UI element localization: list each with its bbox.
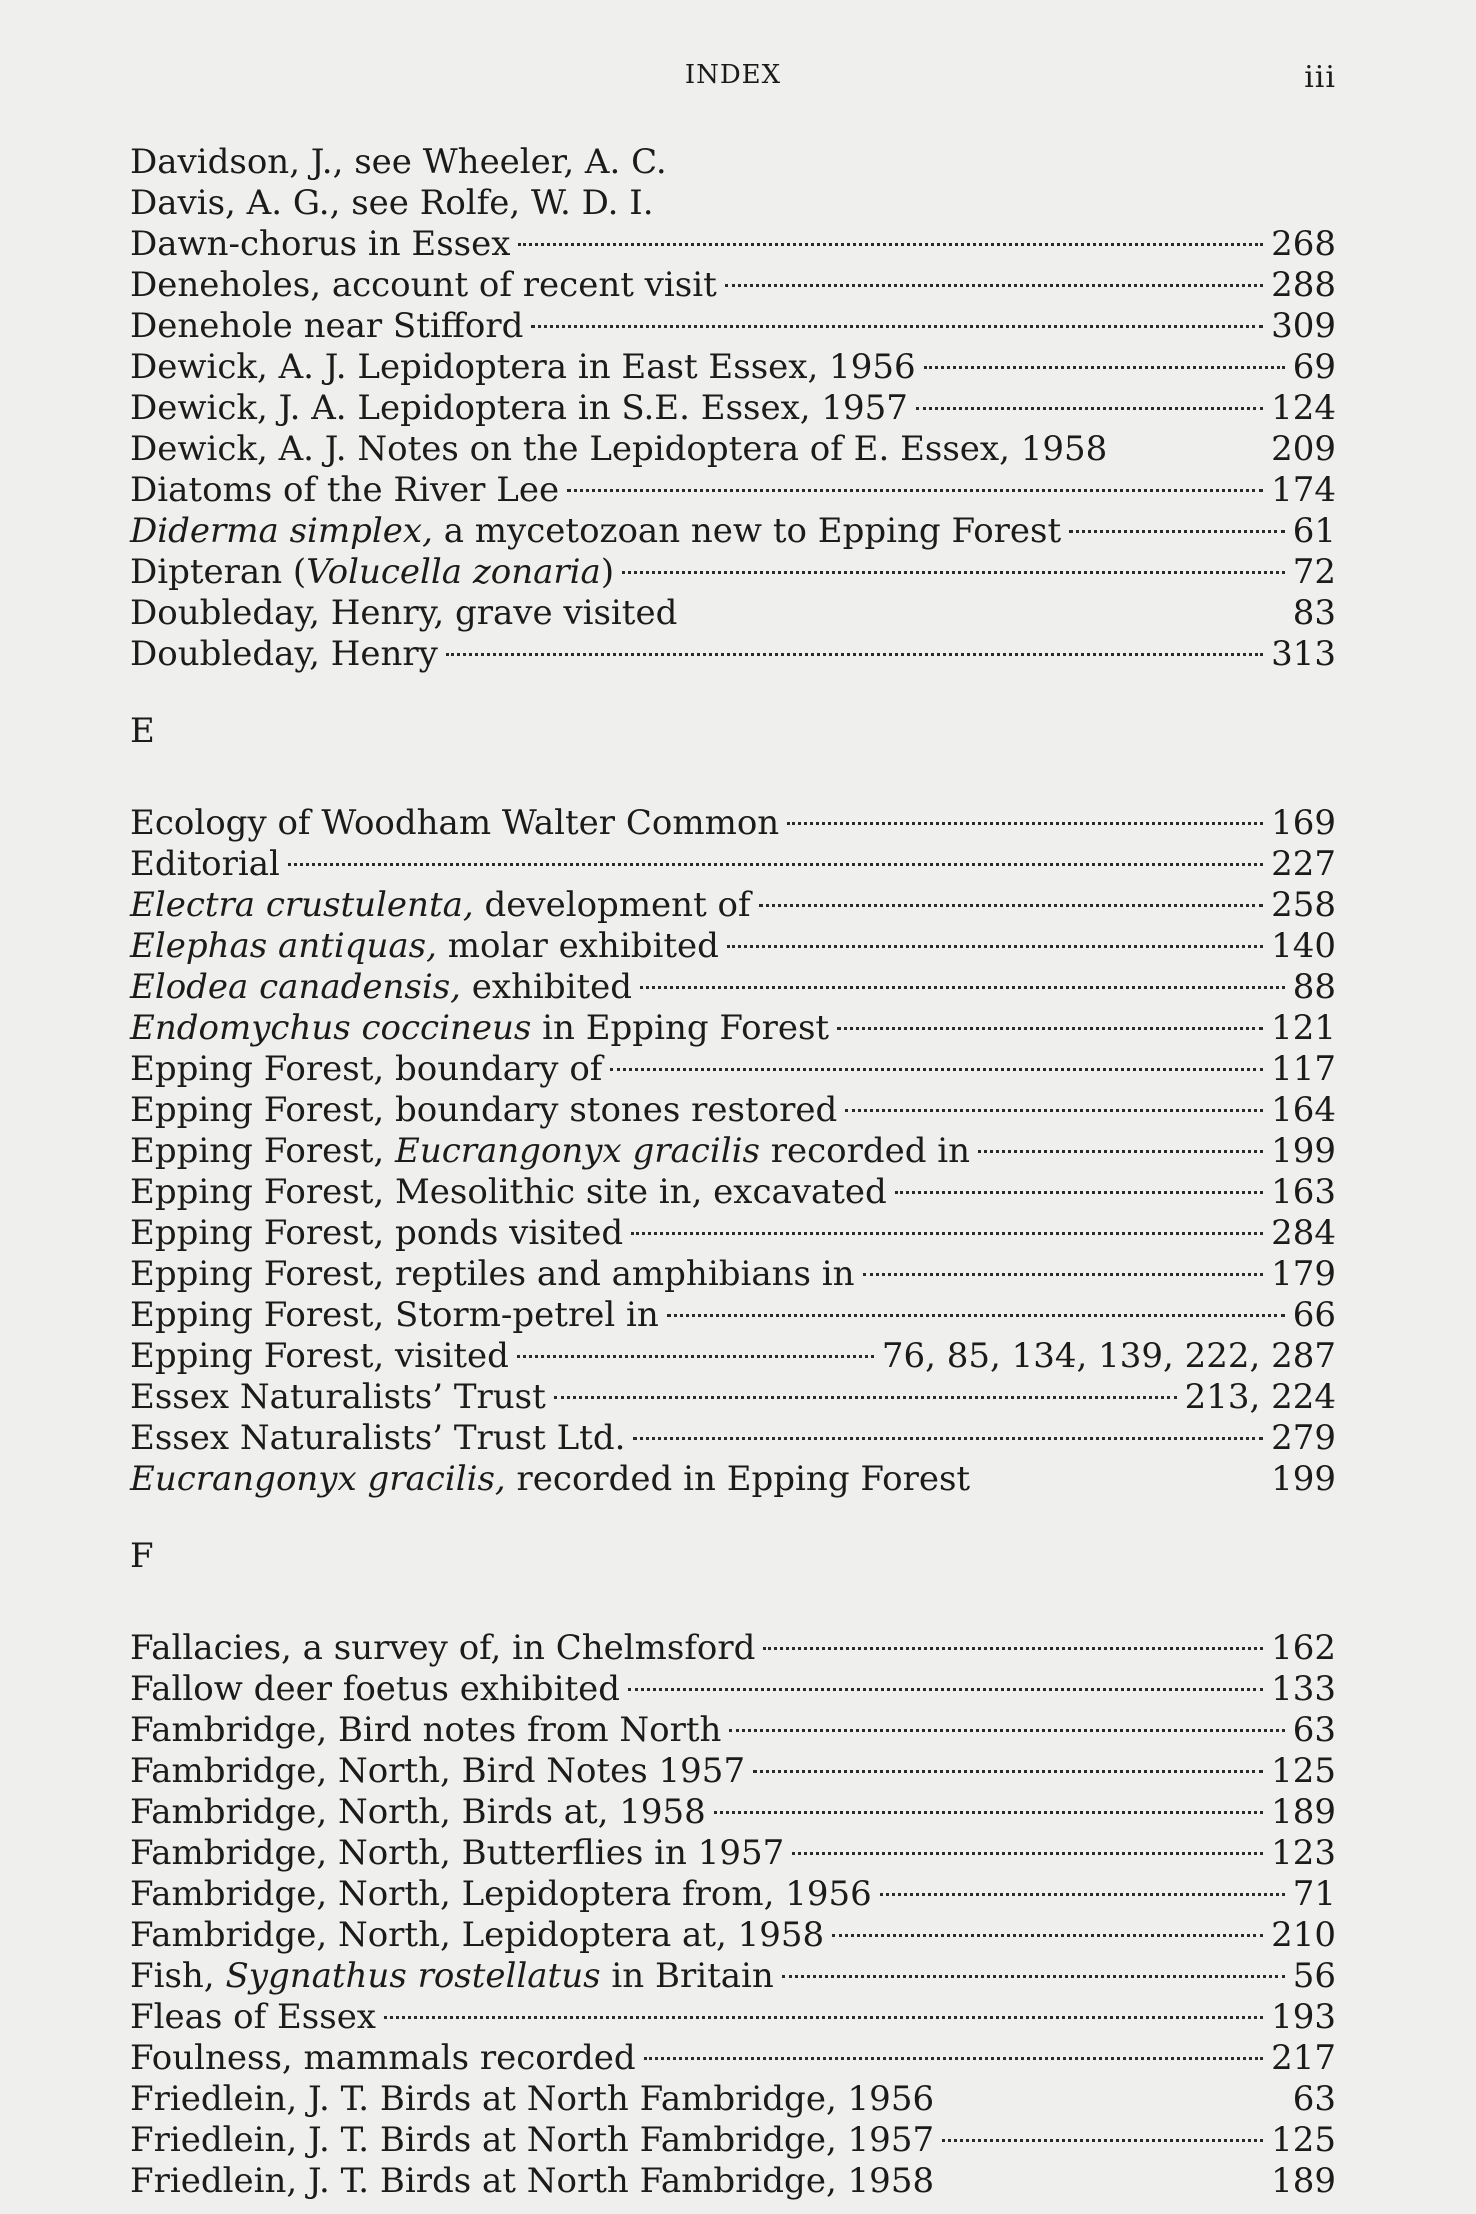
page-reference: 199 [1271, 1131, 1336, 1171]
entry-text-part: Epping Forest, Mesolithic site in, excavated [130, 1172, 887, 1212]
dot-leader [978, 1121, 1263, 1162]
page-reference: 162 [1271, 1628, 1336, 1668]
dot-leader [567, 460, 1263, 501]
entry-text-part: development of [473, 885, 751, 925]
entry-text-part: Dawn-chorus in Essex [130, 224, 511, 264]
dot-leader [631, 1203, 1263, 1244]
page-reference: 164 [1271, 1090, 1336, 1130]
dot-leader [942, 2110, 1263, 2151]
entry-text [130, 1418, 625, 1459]
entry-text-part: Friedlein, J. T. Birds at North Fambridge, 1958 [130, 2161, 935, 2201]
entry-text [130, 1049, 602, 1090]
entry-text-part: Epping Forest, ponds visited [130, 1213, 624, 1253]
entry-text-part: Epping Forest, boundary of [130, 1049, 603, 1089]
page-reference: 83 [1292, 593, 1336, 633]
index-list [130, 132, 1336, 2201]
dot-leader [640, 957, 1285, 998]
entry-text [130, 926, 719, 967]
entry-text-part: ) [600, 552, 615, 592]
dot-leader [633, 1408, 1263, 1449]
dot-leader [727, 916, 1263, 957]
entry-text [130, 2161, 934, 2202]
dot-leader [845, 1080, 1263, 1121]
dot-leader [685, 583, 1284, 624]
page-reference: 199 [1271, 1459, 1336, 1499]
dot-leader [792, 1823, 1263, 1864]
entry-text-part: Doubleday, Henry [130, 634, 438, 674]
page-reference: 193 [1271, 1997, 1336, 2037]
entry-text-part: Fambridge, North, Butterflies in 1957 [130, 1833, 785, 1873]
page-reference: 213, 224 [1184, 1377, 1336, 1417]
dot-leader [863, 1244, 1264, 1285]
header-page-number: iii [1304, 60, 1336, 95]
page-reference: 121 [1271, 1008, 1336, 1048]
entry-text-part: in Epping Forest [531, 1008, 830, 1048]
entry-text [130, 1090, 837, 1131]
entry-text-part: Diatoms of the River Lee [130, 470, 560, 510]
index-entry [130, 1618, 1336, 1668]
dot-leader [837, 998, 1263, 1039]
entry-text [130, 1915, 824, 1956]
dot-leader [978, 1449, 1263, 1490]
entry-text [130, 967, 632, 1008]
page-reference: 217 [1271, 2038, 1336, 2078]
page-reference: 125 [1271, 1751, 1336, 1791]
page-reference: 179 [1271, 1254, 1336, 1294]
dot-leader [517, 1326, 874, 1367]
entry-text [130, 224, 510, 265]
dot-leader [880, 1864, 1285, 1905]
page-reference: 76, 85, 134, 139, 222, 287 [881, 1336, 1336, 1376]
entry-text [130, 1751, 745, 1792]
header-title: INDEX [684, 60, 782, 90]
dot-leader [288, 834, 1263, 875]
dot-leader [554, 1367, 1177, 1408]
dot-leader [787, 793, 1263, 834]
entry-text-part: Essex Naturalists’ Trust [130, 1377, 546, 1417]
entry-text-part: Friedlein, J. T. Birds at North Fambridge, 1957 [130, 2120, 935, 2160]
page-reference: 56 [1292, 1956, 1336, 1996]
entry-text [130, 142, 667, 183]
page-reference: 71 [1292, 1874, 1336, 1914]
index-entry [130, 793, 1336, 843]
entry-text-part: Fish, [130, 1956, 226, 1996]
dot-leader [1069, 501, 1285, 542]
page-reference: 63 [1292, 2079, 1336, 2119]
entry-text-part: Fallow deer foetus exhibited [130, 1669, 620, 1709]
entry-text-italic: Electra crustulenta, [130, 885, 474, 925]
page-reference: 309 [1271, 306, 1336, 346]
page-reference: 66 [1292, 1295, 1336, 1335]
page-reference: 72 [1292, 552, 1336, 592]
entry-text-part: Editorial [130, 844, 280, 884]
entry-text-part: Davis, A. G., see Rolfe, W. D. I. [130, 183, 654, 223]
page-reference: 268 [1271, 224, 1336, 264]
entry-text-part: Fambridge, North, Birds at, 1958 [130, 1792, 706, 1832]
page-reference: 227 [1271, 844, 1336, 884]
entry-text-part: Davidson, J., see Wheeler, A. C. [130, 142, 667, 182]
entry-text [130, 1669, 620, 1710]
entry-text [130, 1131, 970, 1172]
entry-text [130, 1710, 721, 1751]
dot-leader [446, 624, 1263, 665]
entry-text [130, 2120, 934, 2161]
page-reference: 124 [1271, 388, 1336, 428]
entry-text-part: Dewick, A. J. Lepidoptera in East Essex, 1956 [130, 347, 916, 387]
page-reference: 174 [1271, 470, 1336, 510]
entry-text-part: Epping Forest, boundary stones restored [130, 1090, 838, 1130]
page-reference: 313 [1271, 634, 1336, 674]
index-entry [130, 834, 1336, 884]
entry-text-part: Essex Naturalists’ Trust Ltd. [130, 1418, 626, 1458]
entry-text [130, 1336, 509, 1377]
entry-text [130, 388, 908, 429]
dot-leader [753, 1741, 1263, 1782]
entry-text-part: Fambridge, North, Lepidoptera at, 1958 [130, 1915, 825, 1955]
entry-text [130, 885, 751, 926]
page-reference: 140 [1271, 926, 1336, 966]
dot-leader [518, 214, 1263, 255]
entry-text-part: molar exhibited [436, 926, 719, 966]
page-reference: 284 [1271, 1213, 1336, 1253]
dot-leader [916, 378, 1263, 419]
dot-leader [622, 542, 1285, 583]
dot-leader [924, 337, 1285, 378]
section-letter: E [130, 711, 155, 751]
dot-leader [832, 1905, 1263, 1946]
entry-text-part: Dewick, A. J. Notes on the Lepidoptera of E. Essex, 1958 [130, 429, 1108, 469]
entry-text [130, 1833, 784, 1874]
page-reference: 209 [1271, 429, 1336, 469]
dot-leader [675, 132, 1328, 173]
page-reference: 189 [1271, 2161, 1336, 2201]
entry-text-italic: Elodea canadensis, [130, 967, 461, 1007]
dot-leader [725, 255, 1263, 296]
entry-text-part: Fambridge, North, Lepidoptera from, 1956 [130, 1874, 872, 1914]
entry-text [130, 1792, 706, 1833]
entry-text [130, 634, 438, 675]
entry-text-part: Fambridge, North, Bird Notes 1957 [130, 1751, 746, 1791]
dot-leader [667, 1285, 1285, 1326]
page-reference: 69 [1292, 347, 1336, 387]
entry-text [130, 306, 523, 347]
entry-text-italic: Eucrangonyx gracilis [395, 1131, 760, 1171]
entry-text-part: recorded in Epping Forest [505, 1459, 971, 1499]
entry-text-part: exhibited [460, 967, 633, 1007]
entry-text [130, 1377, 546, 1418]
entry-text [130, 1213, 623, 1254]
page-reference: 133 [1271, 1669, 1336, 1709]
entry-text-italic: Sygnathus rostellatus [225, 1956, 601, 1996]
entry-text-italic: Endomychus coccineus [130, 1008, 532, 1048]
entry-text-part: a mycetozoan new to Epping Forest [432, 511, 1062, 551]
page-reference: 258 [1271, 885, 1336, 925]
page-reference: 169 [1271, 803, 1336, 843]
dot-leader [895, 1162, 1263, 1203]
entry-text-part: Denehole near Stifford [130, 306, 524, 346]
entry-text [130, 347, 916, 388]
page-reference: 117 [1271, 1049, 1336, 1089]
dot-leader [714, 1782, 1263, 1823]
running-header [130, 60, 1336, 100]
entry-text-part: in Britain [600, 1956, 774, 1996]
entry-text-italic: Volucella zonaria [306, 552, 601, 592]
entry-text-part: Doubleday, Henry, grave visited [130, 593, 678, 633]
index-entry [130, 132, 1336, 182]
section-letter: F [130, 1536, 154, 1576]
dot-leader [628, 1659, 1263, 1700]
entry-text-part: Dipteran ( [130, 552, 307, 592]
entry-text-part: Fleas of Essex [130, 1997, 376, 2037]
entry-text-italic: Eucrangonyx gracilis, [130, 1459, 506, 1499]
dot-leader [942, 2069, 1285, 2110]
entry-text-italic: Elephas antiquas, [130, 926, 437, 966]
dot-leader [610, 1039, 1263, 1080]
dot-leader [531, 296, 1263, 337]
dot-leader [763, 1618, 1263, 1659]
entry-text [130, 552, 614, 593]
dot-leader [942, 2151, 1263, 2192]
entry-text-italic: Diderma simplex, [130, 511, 433, 551]
page-reference: 88 [1292, 967, 1336, 1007]
entry-text-part: Epping Forest, [130, 1131, 395, 1171]
dot-leader [662, 173, 1329, 214]
entry-text-part: Epping Forest, Storm-petrel in [130, 1295, 659, 1335]
dot-leader [782, 1946, 1285, 1987]
page-reference: 189 [1271, 1792, 1336, 1832]
entry-text-part: Epping Forest, visited [130, 1336, 509, 1376]
entry-text-part: Epping Forest, reptiles and amphibians in [130, 1254, 855, 1294]
entry-text [130, 2038, 636, 2079]
entry-text-part: Deneholes, account of recent visit [130, 265, 717, 305]
dot-leader [384, 1987, 1263, 2028]
index-entry [130, 875, 1336, 925]
page-reference: 288 [1271, 265, 1336, 305]
entry-text [130, 1997, 376, 2038]
entry-text [130, 2079, 934, 2120]
dot-leader [1115, 419, 1263, 460]
page-reference: 163 [1271, 1172, 1336, 1212]
entry-text [130, 1459, 970, 1500]
dot-leader [759, 875, 1263, 916]
page-reference: 210 [1271, 1915, 1336, 1955]
entry-text-part: Dewick, J. A. Lepidoptera in S.E. Essex, 1957 [130, 388, 908, 428]
page-reference: 123 [1271, 1833, 1336, 1873]
entry-text [130, 470, 559, 511]
entry-text [130, 844, 280, 885]
entry-text-part: Fallacies, a survey of, in Chelmsford [130, 1628, 756, 1668]
entry-text-part: Fambridge, Bird notes from North [130, 1710, 722, 1750]
page-reference: 279 [1271, 1418, 1336, 1458]
entry-text-part: Foulness, mammals recorded [130, 2038, 636, 2078]
entry-text-part: Friedlein, J. T. Birds at North Fambridge, 1956 [130, 2079, 935, 2119]
entry-text-part: Ecology of Woodham Walter Common [130, 803, 780, 843]
page-reference: 63 [1292, 1710, 1336, 1750]
dot-leader [644, 2028, 1263, 2069]
entry-text-part: recorded in [759, 1131, 971, 1171]
page-reference: 125 [1271, 2120, 1336, 2160]
entry-text [130, 1874, 872, 1915]
page-reference: 61 [1292, 511, 1336, 551]
dot-leader [729, 1700, 1284, 1741]
